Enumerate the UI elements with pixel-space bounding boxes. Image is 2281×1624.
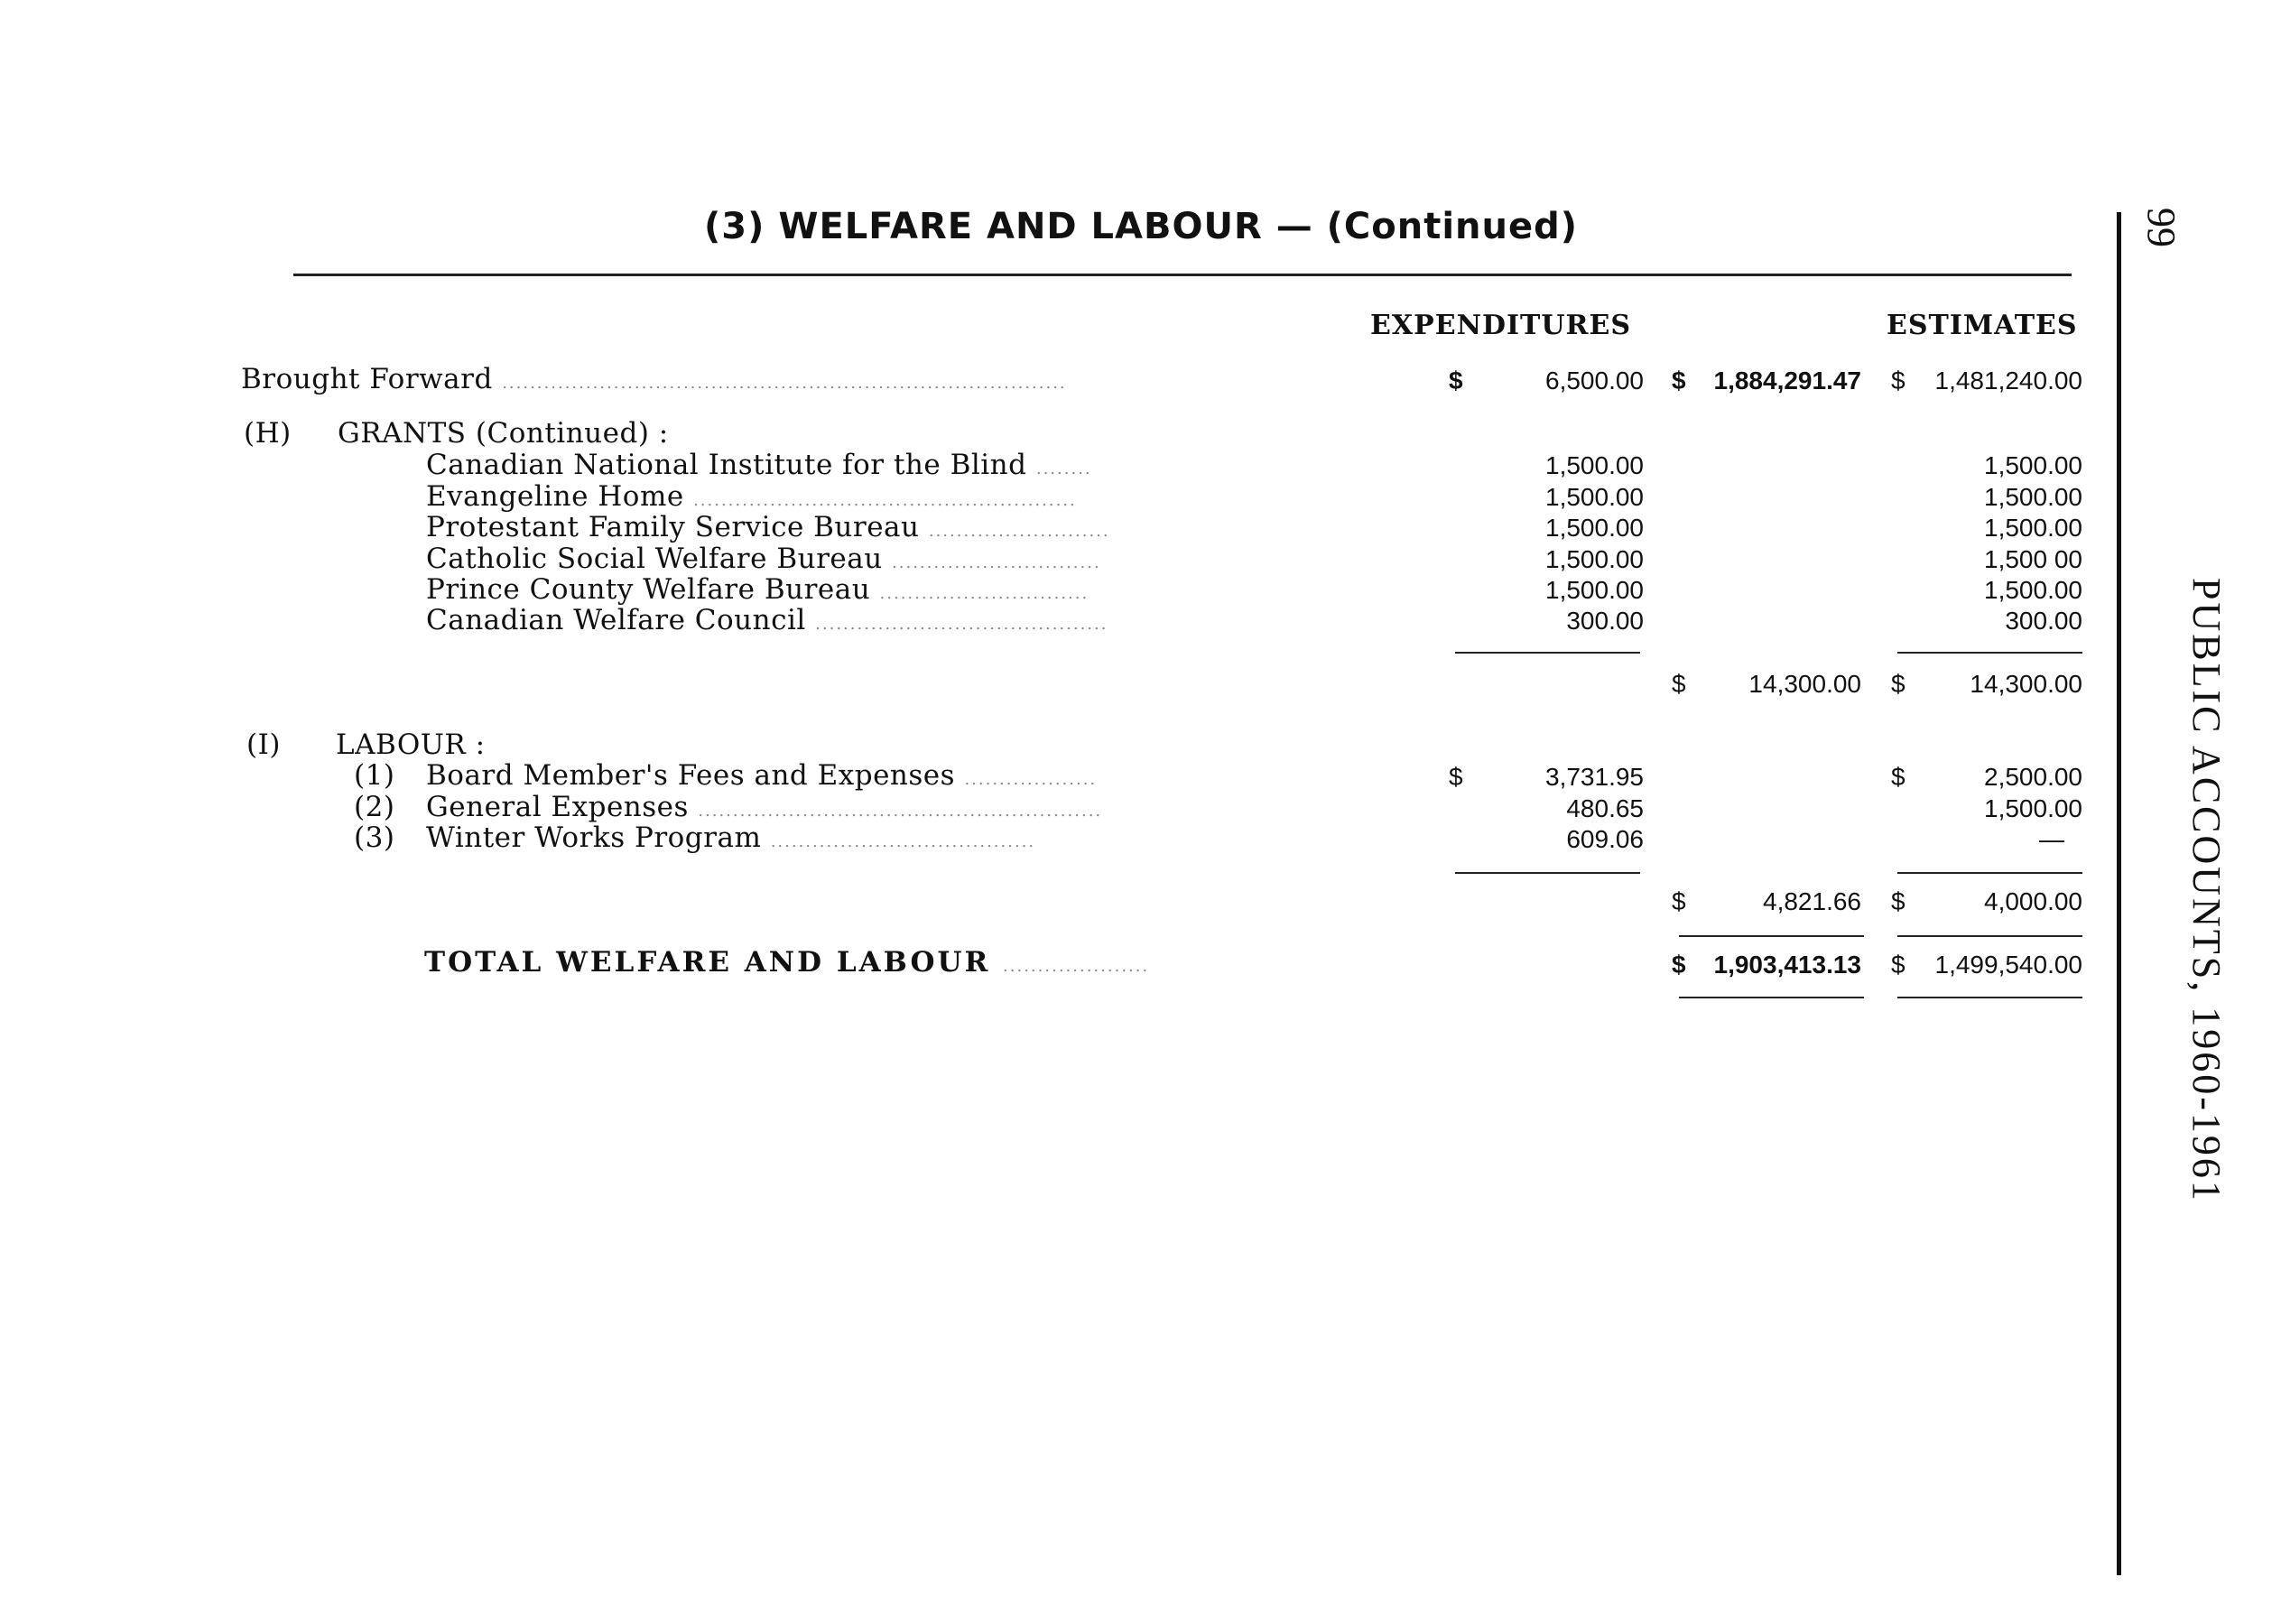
total-dollar: $ bbox=[1672, 951, 1686, 979]
section-i-item-estimate-dollar: $ bbox=[1891, 763, 1905, 791]
total-bottom-rule bbox=[1679, 997, 1864, 998]
total-estimate-bottom-rule bbox=[1897, 997, 2082, 998]
section-h-estimate-subtotal: 14,300.00 bbox=[1970, 670, 2082, 698]
section-h-item-estimate: 300.00 bbox=[2005, 607, 2082, 635]
section-h-item-estimate: 1,500.00 bbox=[1984, 483, 2082, 511]
section-h-estimate-subtotal-dollar: $ bbox=[1891, 670, 1905, 698]
section-i-estimate-subtotal: 4,000.00 bbox=[1984, 887, 2082, 915]
running-header: PUBLIC ACCOUNTS, 1960-1961 bbox=[2184, 578, 2229, 1203]
section-i-item: General Expenses .......................................................... bbox=[426, 791, 1103, 823]
section-h-expenditure-rule bbox=[1455, 652, 1640, 654]
section-h-item-estimate: 1,500.00 bbox=[1984, 451, 2082, 479]
section-h-item-expenditure: 300.00 bbox=[1566, 607, 1644, 635]
brought-forward-estimate: 1,481,240.00 bbox=[1934, 367, 2082, 394]
section-h-item: Catholic Social Welfare Bureau .............................. bbox=[426, 543, 1101, 575]
section-h-item: Evangeline Home ....................................................... bbox=[426, 480, 1077, 513]
section-h-subtotal: 14,300.00 bbox=[1748, 670, 1861, 698]
total-amount: 1,903,413.13 bbox=[1713, 951, 1861, 979]
section-h-estimate-rule bbox=[1897, 652, 2082, 654]
brought-forward-label: Brought Forward ................................................................................. bbox=[241, 363, 1067, 395]
section-h-item-expenditure: 1,500.00 bbox=[1545, 576, 1644, 604]
section-i-estimate-rule bbox=[1897, 872, 2082, 874]
section-i-item-dollar: $ bbox=[1449, 763, 1463, 791]
section-h-item-expenditure: 1,500.00 bbox=[1545, 483, 1644, 511]
section-i-item-number: (1) bbox=[354, 759, 395, 792]
page-title: (3) WELFARE AND LABOUR — (Continued) bbox=[704, 206, 1579, 247]
section-i-item-estimate: 2,500.00 bbox=[1984, 763, 2082, 791]
section-h-item-expenditure: 1,500.00 bbox=[1545, 451, 1644, 479]
section-h-item-estimate: 1,500.00 bbox=[1984, 576, 2082, 604]
brought-forward-dollar: $ bbox=[1449, 367, 1463, 394]
total-estimate-top-rule bbox=[1897, 935, 2082, 937]
brought-forward-expenditure: 6,500.00 bbox=[1545, 367, 1644, 394]
section-i-estimate-subtotal-dollar: $ bbox=[1891, 887, 1905, 915]
section-i-code: (I) bbox=[246, 728, 281, 761]
section-i-item-expenditure: 609.06 bbox=[1566, 825, 1644, 853]
expenditures-header: EXPENDITURES bbox=[1370, 310, 1631, 341]
total-estimate-dollar: $ bbox=[1891, 951, 1905, 979]
section-h-subtotal-dollar: $ bbox=[1672, 670, 1686, 698]
section-i-item-estimate: 1,500.00 bbox=[1984, 794, 2082, 822]
brought-forward-total-dollar: $ bbox=[1672, 367, 1686, 394]
total-label: TOTAL WELFARE AND LABOUR ..................... bbox=[424, 946, 1150, 979]
total-estimate: 1,499,540.00 bbox=[1934, 951, 2082, 979]
section-i-expenditure-rule bbox=[1455, 872, 1640, 874]
section-i-subtotal-dollar: $ bbox=[1672, 887, 1686, 915]
section-h-item: Canadian Welfare Council .......................................... bbox=[426, 604, 1108, 636]
section-i-subtotal: 4,821.66 bbox=[1763, 887, 1861, 915]
section-i-heading: LABOUR : bbox=[336, 728, 486, 761]
page-number: 99 bbox=[2139, 208, 2184, 247]
section-h-item: Protestant Family Service Bureau .......................... bbox=[426, 511, 1110, 543]
title-rule bbox=[293, 274, 2072, 276]
section-i-item-expenditure: 480.65 bbox=[1566, 794, 1644, 822]
section-i-item-expenditure: 3,731.95 bbox=[1545, 763, 1644, 791]
section-h-code: (H) bbox=[244, 417, 292, 450]
total-top-rule bbox=[1679, 935, 1864, 937]
estimates-header: ESTIMATES bbox=[1887, 310, 2078, 341]
section-i-item-number: (2) bbox=[354, 791, 395, 823]
section-h-item-expenditure: 1,500.00 bbox=[1545, 545, 1644, 573]
section-i-item: Board Member's Fees and Expenses ................... bbox=[426, 759, 1098, 792]
margin-rule bbox=[2117, 212, 2121, 1575]
section-h-item-expenditure: 1,500.00 bbox=[1545, 514, 1644, 542]
section-i-item-number: (3) bbox=[354, 821, 395, 854]
section-h-item: Canadian National Institute for the Blind ........ bbox=[426, 449, 1092, 481]
section-h-item-estimate: 1,500.00 bbox=[1984, 514, 2082, 542]
section-i-item-estimate: — bbox=[2039, 825, 2064, 853]
section-h-item-estimate: 1,500 00 bbox=[1984, 545, 2082, 573]
section-i-item: Winter Works Program ...................................... bbox=[426, 821, 1036, 854]
section-h-item: Prince County Welfare Bureau .............................. bbox=[426, 573, 1090, 606]
brought-forward-total: 1,884,291.47 bbox=[1713, 367, 1861, 394]
section-h-heading: GRANTS (Continued) : bbox=[338, 417, 669, 450]
brought-forward-estimate-dollar: $ bbox=[1891, 367, 1905, 394]
